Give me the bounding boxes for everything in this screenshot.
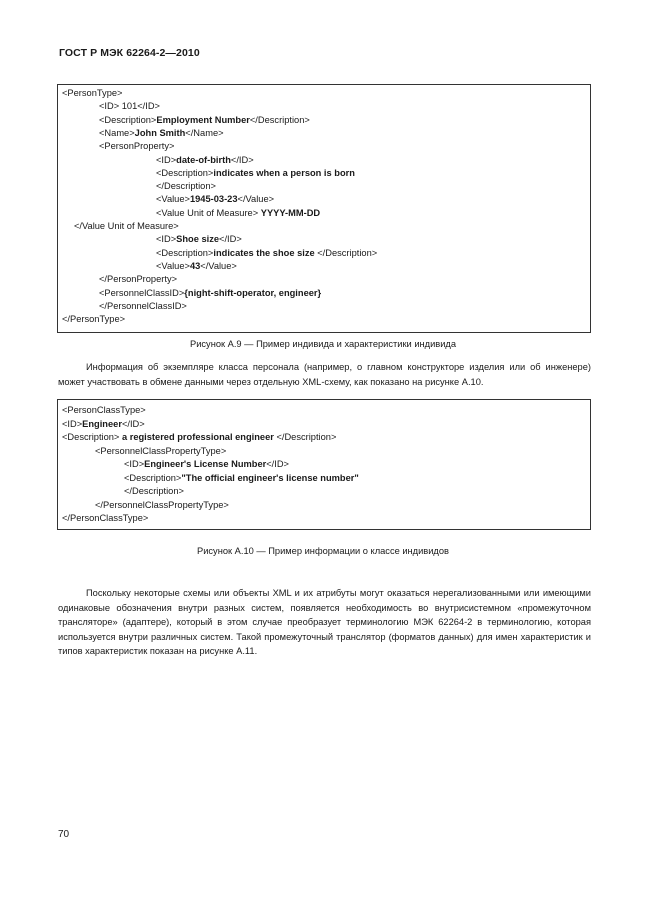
xml-line (62, 431, 336, 443)
xml-line (156, 260, 237, 272)
xml-figure-a9 (57, 84, 591, 333)
xml-line (74, 220, 179, 232)
xml-value: Engineer's License Number (144, 459, 267, 469)
xml-value: Employment Number (156, 114, 250, 125)
xml-tag: <Description> (99, 114, 157, 125)
xml-value: indicates when a person is born (213, 167, 355, 178)
paragraph-2: Поскольку некоторые схемы или объекты XML и их атрибуты могут оказаться нерегализованными или имеющими одинаковые обозначения внутри разных систем, появляется необходимость во внутрисистемном «промежуточном трансляторе» (адаптере), который в этом случае преобразует терминологию МЭК 62264-2 в терминологию, которая используется внутри различных систем. Такой промежуточный транслятор (форматов данных) для имен характеристик и типов характеристик показан на рисунке А.11. (58, 588, 591, 657)
figure-a10-caption: Рисунок А.10 — Пример информации о классе индивидов (197, 546, 449, 556)
xml-line (156, 207, 320, 219)
xml-tag: </Name> (185, 127, 224, 138)
xml-value: date-of-birth (176, 154, 231, 165)
xml-tag: <ID> (156, 234, 177, 245)
xml-line (156, 180, 216, 192)
xml-tag: </Description> (273, 432, 337, 442)
xml-line (62, 404, 146, 416)
xml-value: "The official engineer's license number" (181, 472, 359, 483)
xml-tag: </Value> (237, 194, 275, 205)
xml-tag: </Description> (249, 114, 310, 125)
xml-line (62, 87, 122, 99)
xml-tag: <ID> (62, 418, 83, 429)
xml-tag: <PersonnelClassID> (99, 287, 185, 298)
xml-line (124, 472, 359, 484)
xml-tag: </PersonnelClassID> (99, 300, 187, 311)
xml-line (124, 485, 184, 497)
xml-tag: </PersonProperty> (99, 274, 178, 285)
xml-value: 43 (189, 260, 201, 271)
xml-value: {night-shift-operator, engineer} (184, 287, 322, 298)
xml-line (99, 140, 174, 152)
xml-figure-a10 (57, 399, 591, 530)
xml-value: Engineer (82, 418, 122, 429)
xml-value: indicates the shoe size (213, 247, 315, 258)
xml-line (99, 287, 321, 299)
xml-tag: </ID> (266, 459, 289, 469)
xml-line (62, 418, 145, 430)
xml-value: Shoe size (176, 234, 220, 245)
xml-tag: <Value> (156, 260, 190, 271)
xml-tag: <PersonnelClassPropertyType> (95, 445, 227, 456)
xml-line (62, 512, 148, 524)
xml-tag: </ID> (121, 418, 145, 429)
xml-tag: <Description> (156, 247, 214, 258)
xml-tag: <Name> (99, 127, 135, 138)
xml-tag: <ID> (156, 154, 177, 165)
xml-line (99, 127, 224, 139)
xml-value: 1945-03-23 (189, 194, 238, 205)
xml-line (156, 154, 254, 166)
xml-tag: <PersonProperty> (99, 141, 175, 152)
xml-line (156, 247, 377, 259)
xml-value: a registered professional engineer (121, 432, 274, 442)
xml-line (99, 100, 160, 112)
xml-tag: </PersonType> (62, 314, 126, 325)
xml-line (124, 458, 289, 470)
xml-tag: <Description> (62, 432, 122, 442)
xml-tag: </Description> (156, 181, 216, 192)
paragraph-1: Информация об экземпляре класса персонала (например, о главном конструкторе изделия или об инженере) может участвовать в обмене данными через отдельную XML-схему, как показано на рисунке А.10. (58, 362, 591, 387)
xml-tag: <Description> (156, 167, 214, 178)
page-header: ГОСТ Р МЭК 62264-2—2010 (59, 47, 200, 59)
xml-tag: </ID> (219, 234, 242, 245)
xml-line (99, 114, 310, 126)
page-number: 70 (58, 829, 70, 840)
xml-line (156, 167, 355, 179)
xml-tag: <ID> (124, 459, 145, 469)
xml-tag: </Description> (314, 247, 378, 258)
xml-tag: <PersonClassType> (62, 405, 146, 415)
xml-line (156, 193, 274, 205)
xml-tag: </Description> (124, 486, 184, 496)
xml-tag: </PersonClassType> (62, 513, 149, 523)
xml-tag: </Value> (200, 260, 237, 271)
xml-tag: </ID> (230, 154, 254, 165)
xml-tag: <ID> 101</ID> (99, 101, 160, 112)
xml-line (99, 300, 187, 312)
xml-tag: </PersonnelClassPropertyType> (95, 499, 229, 510)
xml-tag: <Description> (124, 472, 182, 483)
xml-line (156, 233, 242, 245)
xml-tag: <PersonType> (62, 88, 123, 98)
xml-value: John Smith (134, 127, 186, 138)
xml-value: YYYY-MM-DD (260, 207, 321, 218)
xml-line (95, 499, 229, 511)
xml-tag: <Value> (156, 194, 190, 205)
xml-line (95, 445, 226, 457)
xml-tag: </Value Unit of Measure> (74, 221, 179, 231)
xml-line (62, 313, 125, 325)
xml-tag: <Value Unit of Measure> (156, 207, 261, 218)
xml-line (99, 273, 177, 285)
figure-a9-caption: Рисунок А.9 — Пример индивида и характеристики индивида (190, 339, 456, 349)
